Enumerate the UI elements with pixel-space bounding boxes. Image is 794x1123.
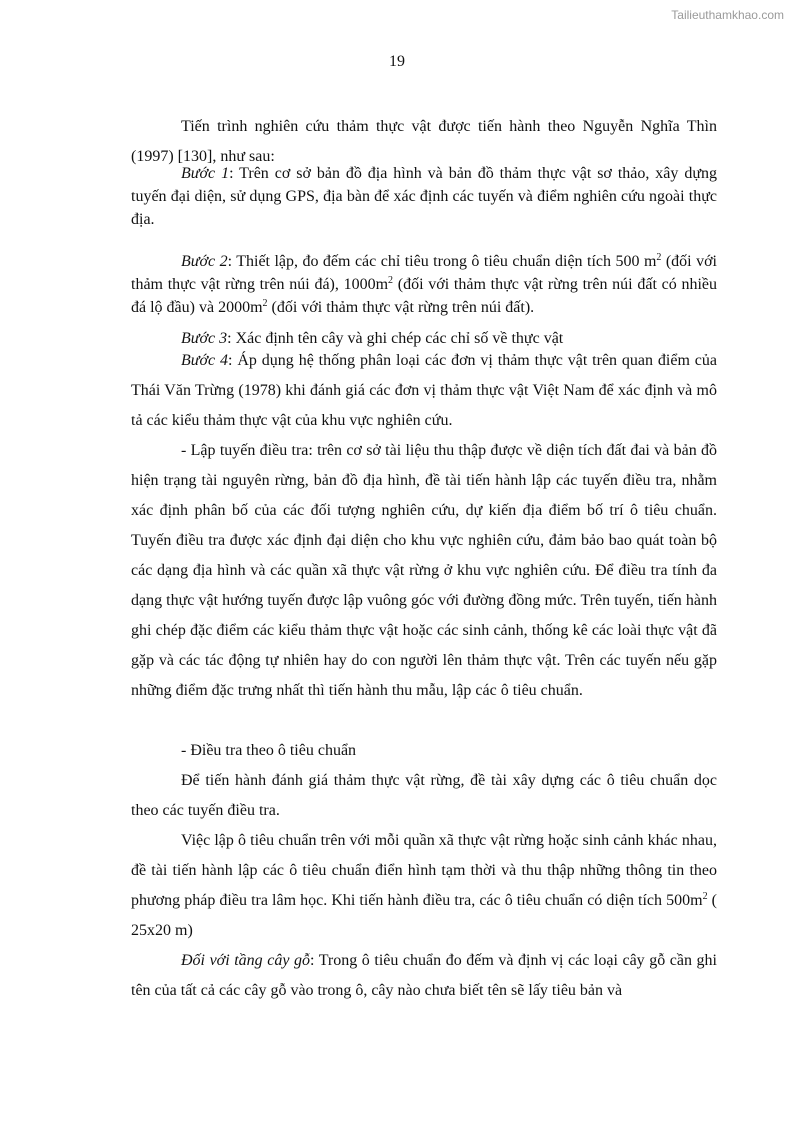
step2-paragraph	[131, 250, 717, 319]
tree-layer-text: : Trong ô tiêu chuẩn đo đếm và định vị các loại cây gỗ cần ghi tên của tất cả các cây gỗ vào trong ô, cây nào chưa biết tên sẽ lấy tiêu bản và	[131, 952, 717, 999]
step4-paragraph	[131, 346, 717, 436]
plot-para1-block	[131, 766, 717, 826]
step2-sup-b: 2	[388, 275, 394, 286]
step2-sup-a: 2	[656, 252, 662, 263]
page-number: 19	[389, 53, 405, 70]
step2-label: Bước 2	[181, 253, 228, 270]
step1-block	[131, 162, 717, 231]
plot-para2-block	[131, 826, 717, 946]
plot-heading: - Điều tra theo ô tiêu chuẩn	[181, 742, 357, 759]
step4-label: Bước 4	[181, 352, 229, 369]
step2-block	[131, 250, 717, 319]
step1-text: : Trên cơ sở bản đồ địa hình và bản đồ thảm thực vật sơ thảo, xây dựng tuyến đại diện, sử dụng GPS, địa bàn để xác định các tuyến và điểm nghiên cứu ngoài thực địa.	[131, 165, 718, 228]
step4-block	[131, 346, 717, 436]
step3-text: : Xác định tên cây và ghi chép các chỉ số về thực vật	[227, 330, 564, 347]
transect-paragraph: - Lập tuyến điều tra: trên cơ sở tài liệu thu thập được về diện tích đất đai và bản đồ hiện trạng tài nguyên rừng, bản đồ địa hình, đề tài tiến hành lập các tuyến điều tra, nhằm xác định phân bố của các đối tượng nghiên cứu, dự kiến địa điểm bố trí ô tiêu chuẩn. Tuyến điều tra được xác định đại diện cho khu vực nghiên cứu, đảm bảo bao quát toàn bộ các dạng địa hình và các quần xã thực vật rừng ở khu vực nghiên cứu. Để điều tra tính đa dạng thực vật hướng tuyến được lập vuông góc với đường đồng mức. Trên tuyến, tiến hành ghi chép đặc điểm các kiểu thảm thực vật hoặc các sinh cảnh, thống kê các loài thực vật đã gặp và các tác động tự nhiên hay do con người lên thảm thực vật. Trên các tuyến nếu gặp những điểm đặc trưng nhất thì tiến hành thu mẫu, lập các ô tiêu chuẩn.	[131, 442, 717, 699]
step2-text-b: (đối với thảm thực vật rừng trên núi đá), 1000m	[131, 253, 717, 293]
step2-text-c: (đối với thảm thực vật rừng trên núi đất có nhiều đá lộ đầu) và 2000m	[131, 276, 718, 316]
plot-para2-sup: 2	[702, 891, 708, 902]
plot-para2-text-a: Việc lập ô tiêu chuẩn trên với mỗi quần xã thực vật rừng hoặc sinh cảnh khác nhau, đề tài tiến hành lập các ô tiêu chuẩn điển hình tạm thời và thu thập những thông tin theo phương pháp điều tra lâm học. Khi tiến hành điều tra, các ô tiêu chuẩn có diện tích 500m	[131, 832, 717, 909]
tree-layer-block	[131, 946, 717, 1006]
transect-block	[131, 436, 717, 706]
plot-paragraph-1: Để tiến hành đánh giá thảm thực vật rừng, đề tài xây dựng các ô tiêu chuẩn dọc theo các tuyến điều tra.	[131, 772, 717, 819]
plot-para2-text-b: ( 25x20 m)	[131, 892, 718, 939]
step3-label: Bước 3	[181, 330, 228, 347]
step2-text-d: (đối với thảm thực vật rừng trên núi đất).	[267, 299, 535, 316]
plot-paragraph-2	[131, 826, 717, 946]
step2-text-a: : Thiết lập, đo đếm các chỉ tiêu trong ô tiêu chuẩn diện tích 500 m	[227, 253, 657, 270]
step4-text: : Áp dụng hệ thống phân loại các đơn vị thảm thực vật trên quan điểm của Thái Văn Trừng (1978) khi đánh giá các đơn vị thảm thực vật Việt Nam để xác định và mô tả các kiểu thảm thực vật của khu vực nghiên cứu.	[131, 352, 718, 429]
step1-paragraph	[131, 162, 717, 231]
step2-sup-c: 2	[262, 298, 268, 309]
tree-layer-paragraph	[131, 946, 717, 1006]
watermark: Tailieuthamkhao.com	[671, 8, 784, 22]
intro-paragraph: Tiến trình nghiên cứu thảm thực vật được tiến hành theo Nguyễn Nghĩa Thìn (1997) [130], như sau:	[131, 118, 717, 165]
step1-label: Bước 1	[181, 165, 230, 182]
tree-layer-label: Đối với tầng cây gỗ	[181, 952, 310, 969]
plot-heading-block	[131, 736, 717, 766]
